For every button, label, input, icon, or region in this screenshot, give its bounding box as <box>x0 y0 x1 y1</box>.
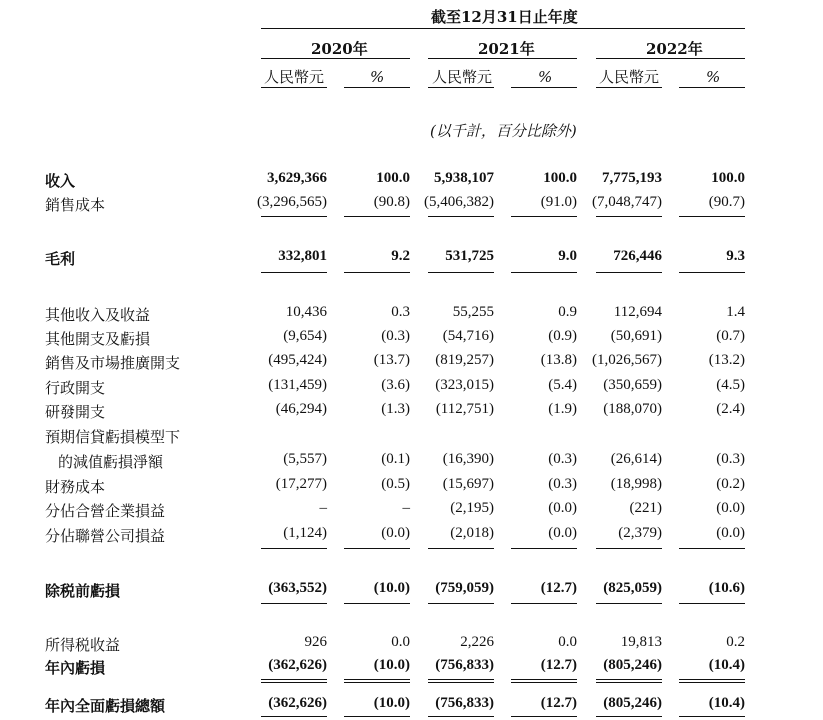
percent-cell: (0.2) <box>716 476 745 492</box>
single-rule <box>596 603 662 604</box>
double-rule <box>596 679 662 683</box>
percent-cell: (10.0) <box>373 580 410 596</box>
percent-cell: 100.0 <box>376 170 410 186</box>
amount-cell: (5,406,382) <box>424 194 494 210</box>
percent-cell: (12.7) <box>540 695 577 711</box>
single-rule <box>596 216 662 217</box>
amount-cell: 7,775,193 <box>602 170 662 186</box>
amount-cell: (9,654) <box>283 328 327 344</box>
row-label: 預期信貸虧損模型下 <box>45 428 181 446</box>
amount-cell: (54,716) <box>442 328 494 344</box>
year-2022: 2022年 <box>646 40 703 58</box>
percent-label-2021: % <box>538 68 553 86</box>
percent-cell: 100.0 <box>543 170 577 186</box>
percent-cell: (0.0) <box>381 525 410 541</box>
row-label: 其他開支及虧損 <box>45 330 151 348</box>
percent-cell: (0.3) <box>716 451 745 467</box>
row-label: 收入 <box>45 172 76 190</box>
percent-cell: (0.3) <box>548 476 577 492</box>
single-rule <box>596 548 662 549</box>
single-rule <box>511 716 577 717</box>
single-rule <box>679 603 745 604</box>
sub-rule <box>511 87 577 88</box>
row-label: 所得税收益 <box>45 636 121 654</box>
single-rule <box>511 216 577 217</box>
row-label: 其他收入及收益 <box>45 306 151 324</box>
amount-cell: (16,390) <box>442 451 494 467</box>
sub-rule <box>261 87 327 88</box>
amount-cell: (495,424) <box>268 352 327 368</box>
amount-cell: 2,226 <box>460 634 494 650</box>
amount-cell: 332,801 <box>278 248 327 264</box>
double-rule <box>344 679 410 683</box>
single-rule <box>344 216 410 217</box>
single-rule <box>428 272 494 273</box>
amount-cell: – <box>319 500 327 516</box>
single-rule <box>344 548 410 549</box>
single-rule <box>344 603 410 604</box>
percent-cell: (0.5) <box>381 476 410 492</box>
amount-cell: (3,296,565) <box>257 194 327 210</box>
single-rule <box>428 548 494 549</box>
year-rule-2021 <box>428 58 577 59</box>
amount-cell: (756,833) <box>435 695 494 711</box>
amount-cell: 112,694 <box>613 304 662 320</box>
row-label: 的減值虧損淨額 <box>58 453 164 471</box>
percent-cell: (13.7) <box>373 352 410 368</box>
percent-cell: (0.0) <box>716 525 745 541</box>
percent-cell: – <box>402 500 410 516</box>
percent-cell: (2.4) <box>716 401 745 417</box>
row-label: 毛利 <box>45 250 76 268</box>
amount-cell: (50,691) <box>610 328 662 344</box>
single-rule <box>261 216 327 217</box>
sub-rule <box>596 87 662 88</box>
single-rule <box>261 272 327 273</box>
amount-cell: (18,998) <box>610 476 662 492</box>
amount-cell: (221) <box>629 500 662 516</box>
year-rule-2022 <box>596 58 745 59</box>
percent-cell: (10.4) <box>708 657 745 673</box>
single-rule <box>428 716 494 717</box>
row-label: 分佔聯營公司損益 <box>45 527 166 545</box>
percent-cell: (0.0) <box>548 500 577 516</box>
single-rule <box>679 272 745 273</box>
percent-cell: (0.7) <box>716 328 745 344</box>
percent-cell: 0.2 <box>726 634 745 650</box>
percent-cell: (13.2) <box>708 352 745 368</box>
percent-cell: (10.0) <box>373 695 410 711</box>
single-rule <box>511 548 577 549</box>
row-label: 除税前虧損 <box>45 582 121 600</box>
percent-cell: (0.1) <box>381 451 410 467</box>
amount-cell: (819,257) <box>435 352 494 368</box>
row-label: 銷售及市場推廣開支 <box>45 354 181 372</box>
amount-cell: 531,725 <box>445 248 494 264</box>
amount-cell: (825,059) <box>603 580 662 596</box>
single-rule <box>344 272 410 273</box>
percent-cell: 0.0 <box>558 634 577 650</box>
amount-cell: (7,048,747) <box>592 194 662 210</box>
amount-cell: (26,614) <box>610 451 662 467</box>
percent-cell: (0.3) <box>548 451 577 467</box>
single-rule <box>261 603 327 604</box>
percent-cell: (10.6) <box>708 580 745 596</box>
percent-cell: (0.0) <box>548 525 577 541</box>
amount-cell: (15,697) <box>442 476 494 492</box>
percent-cell: (4.5) <box>716 377 745 393</box>
single-rule <box>596 272 662 273</box>
amount-cell: (1,026,567) <box>592 352 662 368</box>
single-rule <box>428 216 494 217</box>
amount-cell: (323,015) <box>435 377 494 393</box>
amount-cell: 926 <box>304 634 327 650</box>
percent-cell: 100.0 <box>711 170 745 186</box>
percent-cell: (0.0) <box>716 500 745 516</box>
percent-label-2020: % <box>370 68 385 86</box>
units-note: (以千計，百分比除外) <box>430 122 577 140</box>
single-rule <box>428 603 494 604</box>
year-rule-2020 <box>261 58 410 59</box>
percent-cell: 9.2 <box>391 248 410 264</box>
row-label: 銷售成本 <box>45 196 106 214</box>
single-rule <box>679 548 745 549</box>
amount-cell: (2,195) <box>450 500 494 516</box>
amount-cell: (362,626) <box>268 657 327 673</box>
percent-cell: (0.3) <box>381 328 410 344</box>
currency-label-2020: 人民幣元 <box>264 68 325 86</box>
amount-cell: (112,751) <box>435 401 494 417</box>
double-rule <box>679 679 745 683</box>
percent-cell: (90.7) <box>708 194 745 210</box>
amount-cell: (46,294) <box>275 401 327 417</box>
percent-label-2022: % <box>706 68 721 86</box>
row-label: 年內虧損 <box>45 659 106 677</box>
amount-cell: 19,813 <box>620 634 662 650</box>
percent-cell: (1.9) <box>548 401 577 417</box>
currency-label-2021: 人民幣元 <box>432 68 493 86</box>
row-label: 研發開支 <box>45 403 106 421</box>
percent-cell: (3.6) <box>381 377 410 393</box>
year-2020: 2020年 <box>311 40 368 58</box>
single-rule <box>511 603 577 604</box>
amount-cell: (188,070) <box>603 401 662 417</box>
amount-cell: (17,277) <box>275 476 327 492</box>
percent-cell: (91.0) <box>540 194 577 210</box>
amount-cell: 3,629,366 <box>267 170 327 186</box>
single-rule <box>344 716 410 717</box>
amount-cell: 10,436 <box>285 304 327 320</box>
row-label: 行政開支 <box>45 379 106 397</box>
sub-rule <box>679 87 745 88</box>
amount-cell: (362,626) <box>268 695 327 711</box>
row-label: 分佔合營企業損益 <box>45 502 166 520</box>
amount-cell: (2,018) <box>450 525 494 541</box>
percent-cell: 0.9 <box>558 304 577 320</box>
amount-cell: 55,255 <box>452 304 494 320</box>
percent-cell: 1.4 <box>726 304 745 320</box>
single-rule <box>511 272 577 273</box>
percent-cell: 0.3 <box>391 304 410 320</box>
header-rule <box>261 28 745 29</box>
sub-rule <box>344 87 410 88</box>
double-rule <box>511 679 577 683</box>
amount-cell: (805,246) <box>603 695 662 711</box>
percent-cell: (1.3) <box>381 401 410 417</box>
amount-cell: (2,379) <box>618 525 662 541</box>
row-label: 財務成本 <box>45 478 106 496</box>
percent-cell: (10.0) <box>373 657 410 673</box>
single-rule <box>261 548 327 549</box>
percent-cell: (12.7) <box>540 657 577 673</box>
percent-cell: 0.0 <box>391 634 410 650</box>
period-title: 截至12月31日止年度 <box>431 8 578 26</box>
single-rule <box>261 716 327 717</box>
amount-cell: (5,557) <box>283 451 327 467</box>
amount-cell: 5,938,107 <box>434 170 494 186</box>
amount-cell: (756,833) <box>435 657 494 673</box>
amount-cell: (1,124) <box>283 525 327 541</box>
single-rule <box>679 216 745 217</box>
double-rule <box>261 679 327 683</box>
percent-cell: (90.8) <box>373 194 410 210</box>
amount-cell: (131,459) <box>268 377 327 393</box>
sub-rule <box>428 87 494 88</box>
double-rule <box>428 679 494 683</box>
year-2021: 2021年 <box>478 40 535 58</box>
amount-cell: (363,552) <box>268 580 327 596</box>
single-rule <box>679 716 745 717</box>
amount-cell: 726,446 <box>613 248 662 264</box>
percent-cell: (5.4) <box>548 377 577 393</box>
row-label: 年內全面虧損總額 <box>45 697 166 715</box>
percent-cell: (0.9) <box>548 328 577 344</box>
amount-cell: (350,659) <box>603 377 662 393</box>
currency-label-2022: 人民幣元 <box>599 68 660 86</box>
percent-cell: 9.0 <box>558 248 577 264</box>
percent-cell: 9.3 <box>726 248 745 264</box>
amount-cell: (805,246) <box>603 657 662 673</box>
amount-cell: (759,059) <box>435 580 494 596</box>
percent-cell: (10.4) <box>708 695 745 711</box>
single-rule <box>596 716 662 717</box>
percent-cell: (13.8) <box>540 352 577 368</box>
percent-cell: (12.7) <box>540 580 577 596</box>
